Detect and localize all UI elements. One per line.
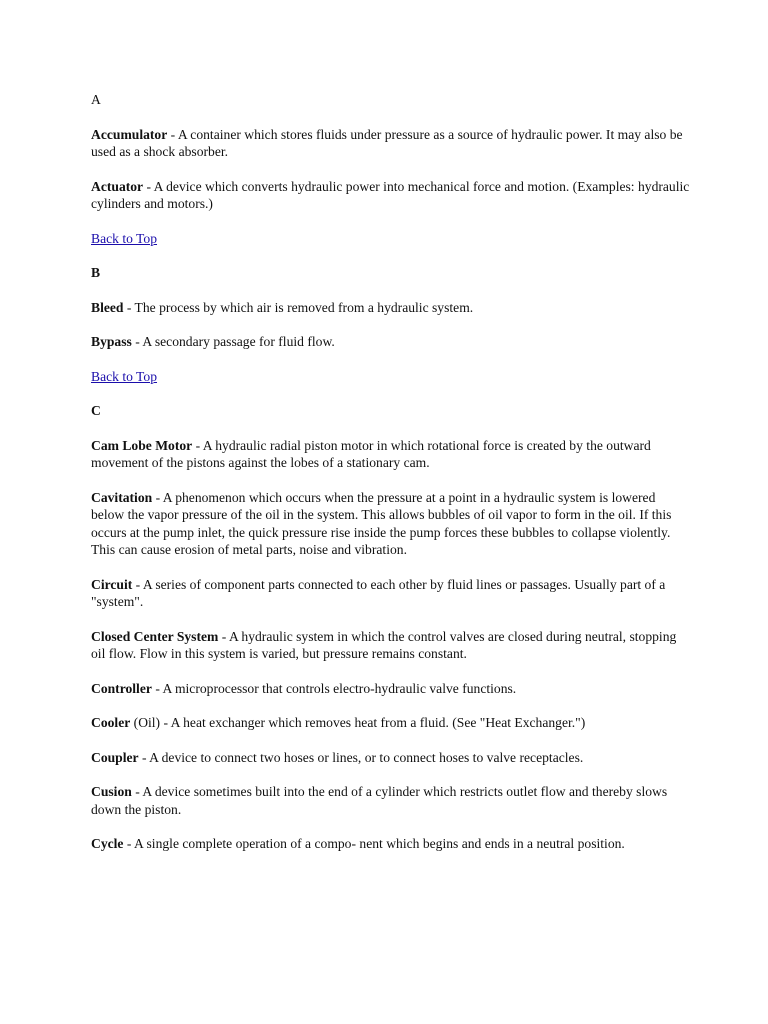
entry-definition: - A device sometimes built into the end of a cylinder which restricts outlet flow and thereby slows down the piston. — [91, 784, 668, 817]
entry-term: Cusion — [91, 784, 132, 799]
entry-term: Actuator — [91, 178, 144, 194]
glossary-entry-actuator — [91, 178, 691, 213]
glossary-entry-closed-center-system — [91, 628, 691, 663]
entry-term: Controller — [91, 680, 152, 696]
entry-term: Cavitation — [91, 489, 153, 505]
glossary-entry-circuit — [91, 576, 691, 611]
section-letter-b: B — [91, 265, 101, 280]
entry-definition: (Oil) - A heat exchanger which removes heat from a fluid. (See "Heat Exchanger.") — [130, 715, 586, 730]
entry-term: Bleed — [91, 299, 124, 315]
entry-term: Cam Lobe Motor — [91, 437, 193, 453]
glossary-entry-cycle — [91, 835, 691, 853]
entry-term: Cooler — [91, 715, 131, 730]
entry-definition: - A phenomenon which occurs when the pressure at a point in a hydraulic system is lowered below the vapor pressure of the oil in the system. This allows bubbles of oil vapor to form in the oil. If this occurs at the pump inlet, the quick pressure rise inside the pump forces these bubbles to collapse violently. This can cause erosion of metal parts, noise and vibration. — [91, 489, 672, 557]
glossary-entry-cam-lobe-motor — [91, 437, 691, 472]
entry-term: Accumulator — [91, 126, 168, 142]
entry-definition: - The process by which air is removed from a hydraulic system. — [123, 299, 474, 315]
entry-definition: - A hydraulic system in which the control valves are closed during neutral, stopping oil flow. Flow in this system is varied, but pressure remains constant. — [91, 628, 677, 661]
entry-term: Bypass — [91, 334, 132, 349]
entry-definition: - A container which stores fluids under pressure as a source of hydraulic power. It may also be used as a shock absorber. — [91, 126, 683, 159]
glossary-entry-bleed — [91, 299, 691, 317]
glossary-content — [91, 91, 691, 870]
entry-definition: - A hydraulic radial piston motor in which rotational force is created by the outward movement of the pistons against the lobes of a stationary cam. — [91, 437, 651, 470]
glossary-entry-accumulator — [91, 126, 691, 161]
entry-term: Circuit — [91, 576, 133, 592]
entry-term: Closed Center System — [91, 628, 219, 644]
glossary-entry-cooler — [91, 714, 691, 732]
entry-term: Coupler — [91, 749, 139, 765]
section-letter-a: A — [91, 92, 101, 107]
glossary-entry-bypass — [91, 333, 691, 351]
section-letter-c: C — [91, 403, 101, 418]
back-to-top-row-a — [91, 230, 691, 248]
entry-definition: - A single complete operation of a compo- nent which begins and ends in a neutral position. — [123, 836, 625, 851]
back-to-top-link[interactable]: Back to Top — [91, 368, 158, 384]
glossary-entry-cusion — [91, 783, 691, 818]
entry-definition: - A series of component parts connected to each other by fluid lines or passages. Usually part of a "system". — [91, 576, 666, 609]
back-to-top-link[interactable]: Back to Top — [91, 230, 158, 246]
entry-definition: - A device which converts hydraulic power into mechanical force and motion. (Examples: hydraulic cylinders and motors.) — [91, 178, 690, 211]
entry-definition: - A microprocessor that controls electro-hydraulic valve functions. — [151, 680, 517, 696]
entry-term: Cycle — [91, 836, 124, 851]
entry-definition: - A device to connect two hoses or lines, or to connect hoses to valve receptacles. — [138, 749, 584, 765]
glossary-entry-cavitation — [91, 489, 691, 559]
entry-definition: - A secondary passage for fluid flow. — [131, 334, 335, 349]
back-to-top-row-b — [91, 368, 691, 386]
glossary-entry-coupler — [91, 749, 691, 767]
glossary-entry-controller — [91, 680, 691, 698]
